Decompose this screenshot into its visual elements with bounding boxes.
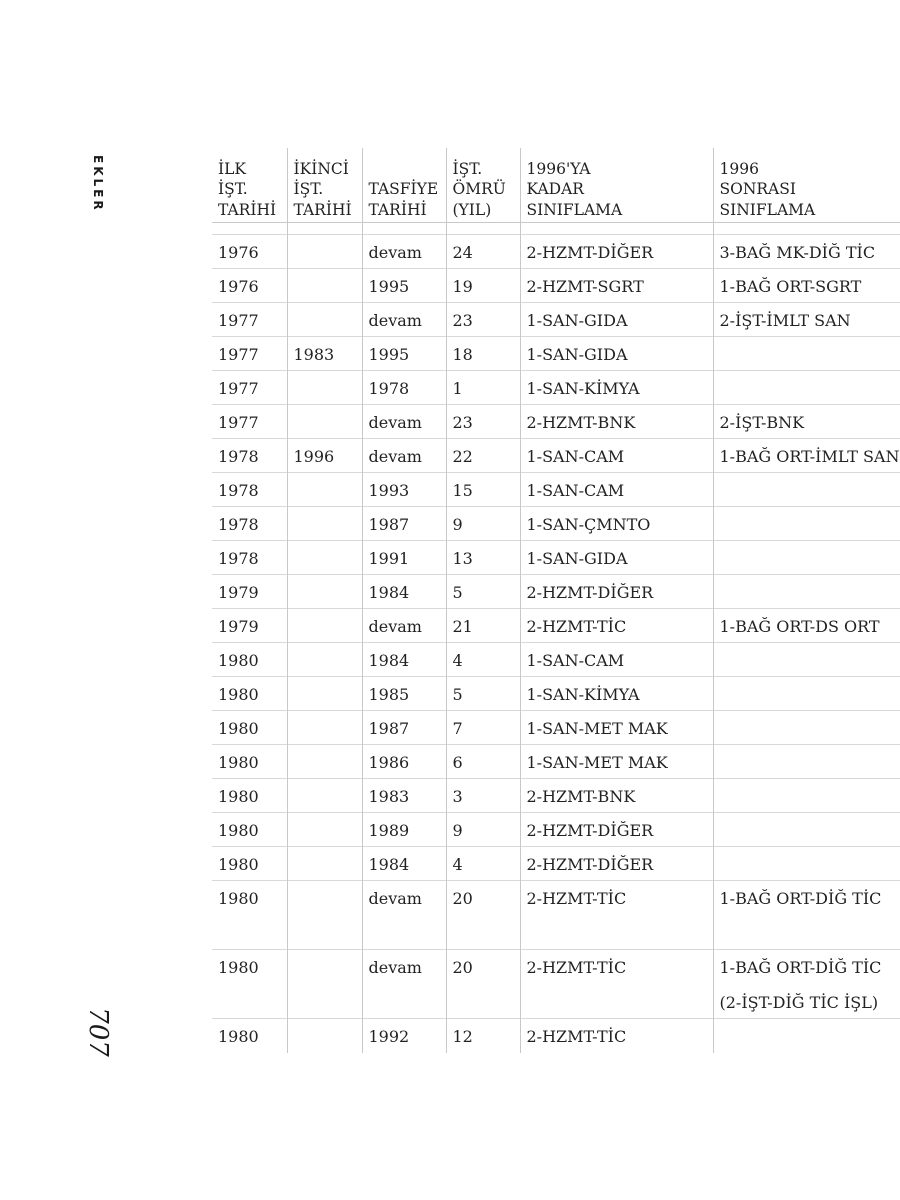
cell-text: devam xyxy=(368,617,422,636)
cell-lifetime-years xyxy=(446,507,520,541)
table-row xyxy=(212,950,900,1019)
cell-second-start-date xyxy=(287,745,362,779)
cell-first-start-date xyxy=(212,643,287,677)
cell-text: 1979 xyxy=(218,617,259,636)
cell-text: 1983 xyxy=(293,345,335,364)
cell-text: 1980 xyxy=(218,821,259,840)
cell-classification-pre-1996 xyxy=(520,1019,713,1053)
cell-text: 22 xyxy=(452,447,473,466)
cell-lifetime-years xyxy=(446,371,520,405)
cell-liquidation-date xyxy=(362,779,446,813)
table-row xyxy=(212,813,900,847)
table-row xyxy=(212,847,900,881)
cell-text: 2-HZMT-DİĞER xyxy=(526,243,654,262)
cell-classification-pre-1996 xyxy=(520,881,713,950)
cell-text: 1980 xyxy=(218,787,259,806)
cell-second-start-date xyxy=(287,405,362,439)
cell-lifetime-years xyxy=(446,269,520,303)
cell-text: 1-BAĞ ORT-DS ORT xyxy=(719,617,880,636)
cell-first-start-date xyxy=(212,405,287,439)
spacer-cell xyxy=(446,223,520,235)
cell-first-start-date xyxy=(212,677,287,711)
header-first-start-date xyxy=(212,148,287,223)
cell-liquidation-date xyxy=(362,575,446,609)
cell-text: 1976 xyxy=(218,277,259,296)
cell-text: 1987 xyxy=(368,719,410,738)
cell-text: 1-BAĞ ORT-DİĞ TİC xyxy=(719,889,882,908)
header-line: İŞT. xyxy=(218,180,248,198)
cell-text: 1985 xyxy=(368,685,410,704)
cell-text: 1-SAN-CAM xyxy=(526,651,625,670)
header-line: TARİHİ xyxy=(218,200,277,219)
cell-lifetime-years xyxy=(446,643,520,677)
cell-second-start-date xyxy=(287,881,362,950)
header-liquidation-date xyxy=(362,148,446,223)
cell-second-start-date xyxy=(287,439,362,473)
table-row xyxy=(212,303,900,337)
cell-text: 1984 xyxy=(368,651,410,670)
cell-classification-pre-1996 xyxy=(520,609,713,643)
cell-lifetime-years xyxy=(446,779,520,813)
cell-second-start-date xyxy=(287,337,362,371)
cell-text: 1-BAĞ ORT-İMLT SAN xyxy=(719,447,900,466)
cell-classification-post-1996 xyxy=(713,337,900,371)
cell-text: 1-BAĞ ORT-DİĞ TİC xyxy=(719,958,882,977)
spacer-cell xyxy=(362,223,446,235)
cell-text: 1984 xyxy=(368,583,410,602)
cell-first-start-date xyxy=(212,609,287,643)
cell-lifetime-years xyxy=(446,677,520,711)
cell-text: 1-SAN-GIDA xyxy=(526,311,628,330)
cell-text: 1995 xyxy=(368,345,410,364)
header-line: SINIFLAMA xyxy=(526,200,623,219)
cell-classification-post-1996 xyxy=(713,711,900,745)
cell-lifetime-years xyxy=(446,1019,520,1053)
cell-text: 2-HZMT-TİC xyxy=(526,958,627,977)
cell-classification-post-1996 xyxy=(713,507,900,541)
cell-second-start-date xyxy=(287,609,362,643)
cell-lifetime-years xyxy=(446,711,520,745)
cell-text: 1-SAN-KİMYA xyxy=(526,379,640,398)
cell-text: 1984 xyxy=(368,855,410,874)
header-line: İŞT. xyxy=(452,159,483,178)
cell-classification-pre-1996 xyxy=(520,303,713,337)
cell-liquidation-date xyxy=(362,541,446,575)
cell-text: devam xyxy=(368,447,422,466)
spacer-row xyxy=(212,223,900,235)
cell-classification-pre-1996 xyxy=(520,745,713,779)
cell-liquidation-date xyxy=(362,950,446,1019)
cell-text: 1978 xyxy=(368,379,410,398)
table-row xyxy=(212,711,900,745)
table-row xyxy=(212,541,900,575)
spacer-cell xyxy=(713,223,900,235)
cell-classification-post-1996 xyxy=(713,847,900,881)
cell-classification-pre-1996 xyxy=(520,371,713,405)
cell-second-start-date xyxy=(287,235,362,269)
cell-text: 1-SAN-MET MAK xyxy=(526,753,668,772)
cell-classification-post-1996 xyxy=(713,881,900,950)
cell-text: 5 xyxy=(452,685,463,704)
cell-second-start-date xyxy=(287,677,362,711)
cell-text: 7 xyxy=(452,719,463,738)
cell-classification-post-1996 xyxy=(713,235,900,269)
table-row xyxy=(212,643,900,677)
company-table xyxy=(212,148,900,1053)
cell-second-start-date xyxy=(287,507,362,541)
cell-text: 1995 xyxy=(368,277,410,296)
cell-first-start-date xyxy=(212,575,287,609)
header-lifetime-years xyxy=(446,148,520,223)
cell-classification-post-1996 xyxy=(713,677,900,711)
cell-liquidation-date xyxy=(362,269,446,303)
cell-second-start-date xyxy=(287,303,362,337)
cell-text: 1977 xyxy=(218,311,259,330)
cell-text: 20 xyxy=(452,889,473,908)
cell-first-start-date xyxy=(212,1019,287,1053)
cell-text: 24 xyxy=(452,243,473,262)
cell-text: 1992 xyxy=(368,1027,410,1046)
header-classification-post-1996 xyxy=(713,148,900,223)
cell-lifetime-years xyxy=(446,439,520,473)
cell-text: 1978 xyxy=(218,481,259,500)
data-table-container xyxy=(212,148,900,1053)
cell-first-start-date xyxy=(212,779,287,813)
cell-text: 1983 xyxy=(368,787,410,806)
table-row xyxy=(212,405,900,439)
cell-text: 3-BAĞ MK-DİĞ TİC xyxy=(719,243,876,262)
table-row xyxy=(212,609,900,643)
cell-lifetime-years xyxy=(446,405,520,439)
cell-text: 1980 xyxy=(218,889,259,908)
cell-classification-pre-1996 xyxy=(520,337,713,371)
header-line: ÖMRÜ xyxy=(452,180,506,198)
cell-text: 1980 xyxy=(218,1027,259,1046)
header-line: SONRASI xyxy=(719,180,796,198)
header-line: İKİNCİ xyxy=(293,159,349,178)
cell-classification-post-1996 xyxy=(713,303,900,337)
cell-classification-pre-1996 xyxy=(520,779,713,813)
cell-lifetime-years xyxy=(446,745,520,779)
table-row xyxy=(212,507,900,541)
cell-liquidation-date xyxy=(362,643,446,677)
cell-text: 9 xyxy=(452,515,463,534)
cell-text: 23 xyxy=(452,413,473,432)
cell-second-start-date xyxy=(287,575,362,609)
table-header xyxy=(212,148,900,223)
cell-liquidation-date xyxy=(362,1019,446,1053)
table-row xyxy=(212,779,900,813)
table-row xyxy=(212,439,900,473)
table-row xyxy=(212,677,900,711)
cell-second-start-date xyxy=(287,779,362,813)
spacer-cell xyxy=(287,223,362,235)
cell-text: 1991 xyxy=(368,549,410,568)
cell-liquidation-date xyxy=(362,371,446,405)
cell-text: 1-SAN-MET MAK xyxy=(526,719,668,738)
cell-classification-pre-1996 xyxy=(520,507,713,541)
cell-first-start-date xyxy=(212,371,287,405)
header-row xyxy=(212,148,900,223)
cell-lifetime-years xyxy=(446,609,520,643)
cell-second-start-date xyxy=(287,541,362,575)
cell-text: 1976 xyxy=(218,243,259,262)
cell-text: 1980 xyxy=(218,685,259,704)
cell-second-start-date xyxy=(287,950,362,1019)
table-body xyxy=(212,223,900,1053)
cell-text: 1980 xyxy=(218,958,259,977)
cell-classification-post-1996 xyxy=(713,371,900,405)
cell-liquidation-date xyxy=(362,745,446,779)
header-line: SINIFLAMA xyxy=(719,200,816,219)
cell-liquidation-date xyxy=(362,881,446,950)
cell-second-start-date xyxy=(287,1019,362,1053)
cell-liquidation-date xyxy=(362,847,446,881)
cell-first-start-date xyxy=(212,881,287,950)
cell-text: 2-HZMT-DİĞER xyxy=(526,821,654,840)
cell-text: 1 xyxy=(452,379,463,398)
cell-lifetime-years xyxy=(446,337,520,371)
cell-classification-pre-1996 xyxy=(520,677,713,711)
cell-lifetime-years xyxy=(446,235,520,269)
cell-text: 1977 xyxy=(218,345,259,364)
cell-classification-post-1996 xyxy=(713,269,900,303)
cell-classification-pre-1996 xyxy=(520,847,713,881)
cell-first-start-date xyxy=(212,439,287,473)
cell-lifetime-years xyxy=(446,575,520,609)
cell-text: 4 xyxy=(452,855,463,874)
header-line: TARİHİ xyxy=(368,200,427,219)
cell-classification-pre-1996 xyxy=(520,711,713,745)
cell-text: 1980 xyxy=(218,719,259,738)
cell-classification-post-1996 xyxy=(713,643,900,677)
cell-text: 2-HZMT-TİC xyxy=(526,1027,627,1046)
cell-text: 2-İŞT-BNK xyxy=(719,413,805,432)
cell-classification-pre-1996 xyxy=(520,473,713,507)
table-row xyxy=(212,337,900,371)
cell-classification-post-1996 xyxy=(713,541,900,575)
page-number: 707 xyxy=(83,1007,113,1057)
cell-classification-post-1996 xyxy=(713,473,900,507)
cell-text: 15 xyxy=(452,481,473,500)
cell-text: 19 xyxy=(452,277,473,296)
cell-liquidation-date xyxy=(362,473,446,507)
cell-classification-post-1996 xyxy=(713,950,900,1019)
cell-text: 1-SAN-CAM xyxy=(526,481,625,500)
cell-lifetime-years xyxy=(446,303,520,337)
cell-text: 13 xyxy=(452,549,473,568)
cell-text: 2-HZMT-BNK xyxy=(526,787,636,806)
cell-text: 1996 xyxy=(293,447,335,466)
cell-second-start-date xyxy=(287,643,362,677)
cell-text: 21 xyxy=(452,617,473,636)
cell-classification-post-1996 xyxy=(713,1019,900,1053)
cell-text: 1977 xyxy=(218,379,259,398)
header-classification-pre-1996 xyxy=(520,148,713,223)
cell-text: 3 xyxy=(452,787,463,806)
cell-classification-post-1996 xyxy=(713,813,900,847)
cell-text: 1980 xyxy=(218,855,259,874)
cell-text: 18 xyxy=(452,345,473,364)
cell-text: 1993 xyxy=(368,481,410,500)
cell-lifetime-years xyxy=(446,541,520,575)
cell-first-start-date xyxy=(212,541,287,575)
cell-classification-post-1996 xyxy=(713,779,900,813)
cell-text: 12 xyxy=(452,1027,473,1046)
cell-liquidation-date xyxy=(362,507,446,541)
cell-lifetime-years xyxy=(446,950,520,1019)
cell-text: 1979 xyxy=(218,583,259,602)
cell-text: 1980 xyxy=(218,753,259,772)
cell-text: 1987 xyxy=(368,515,410,534)
cell-first-start-date xyxy=(212,235,287,269)
cell-text-secondary: (2-İŞT-DİĞ TİC İŞL) xyxy=(719,993,879,1012)
cell-first-start-date xyxy=(212,813,287,847)
cell-second-start-date xyxy=(287,711,362,745)
table-row xyxy=(212,1019,900,1053)
cell-text: 1989 xyxy=(368,821,410,840)
cell-text: 4 xyxy=(452,651,463,670)
cell-first-start-date xyxy=(212,711,287,745)
cell-classification-post-1996 xyxy=(713,575,900,609)
header-line: 1996'YA xyxy=(526,159,591,178)
header-line: İLK xyxy=(218,159,246,178)
cell-classification-pre-1996 xyxy=(520,575,713,609)
cell-text: 1978 xyxy=(218,549,259,568)
cell-liquidation-date xyxy=(362,711,446,745)
cell-text: 1-BAĞ ORT-SGRT xyxy=(719,277,862,296)
cell-text: 1980 xyxy=(218,651,259,670)
table-row xyxy=(212,235,900,269)
cell-lifetime-years xyxy=(446,881,520,950)
cell-classification-pre-1996 xyxy=(520,541,713,575)
cell-classification-post-1996 xyxy=(713,439,900,473)
cell-first-start-date xyxy=(212,473,287,507)
cell-lifetime-years xyxy=(446,847,520,881)
header-line: İŞT. xyxy=(293,180,324,198)
cell-text: 2-HZMT-TİC xyxy=(526,617,627,636)
table-row xyxy=(212,575,900,609)
cell-second-start-date xyxy=(287,847,362,881)
cell-classification-post-1996 xyxy=(713,745,900,779)
header-line: KADAR xyxy=(526,180,584,198)
cell-text: 6 xyxy=(452,753,463,772)
cell-second-start-date xyxy=(287,813,362,847)
cell-classification-pre-1996 xyxy=(520,643,713,677)
cell-liquidation-date xyxy=(362,405,446,439)
cell-second-start-date xyxy=(287,269,362,303)
cell-text: 23 xyxy=(452,311,473,330)
cell-text: 1978 xyxy=(218,515,259,534)
section-label: EKLER xyxy=(91,155,105,213)
cell-classification-pre-1996 xyxy=(520,813,713,847)
cell-liquidation-date xyxy=(362,813,446,847)
cell-liquidation-date xyxy=(362,677,446,711)
cell-classification-pre-1996 xyxy=(520,439,713,473)
cell-text: 2-HZMT-BNK xyxy=(526,413,636,432)
header-line: (YIL) xyxy=(452,200,492,219)
table-row xyxy=(212,269,900,303)
cell-text: 1-SAN-GIDA xyxy=(526,345,628,364)
cell-text: 1-SAN-ÇMNTO xyxy=(526,515,651,534)
cell-text: 1-SAN-GIDA xyxy=(526,549,628,568)
cell-text: 2-HZMT-SGRT xyxy=(526,277,644,296)
cell-text: 20 xyxy=(452,958,473,977)
cell-text: 1-SAN-KİMYA xyxy=(526,685,640,704)
cell-first-start-date xyxy=(212,950,287,1019)
cell-lifetime-years xyxy=(446,813,520,847)
cell-first-start-date xyxy=(212,303,287,337)
table-row xyxy=(212,881,900,950)
cell-second-start-date xyxy=(287,473,362,507)
cell-text: devam xyxy=(368,889,422,908)
header-line: TASFİYE xyxy=(368,180,439,198)
cell-classification-pre-1996 xyxy=(520,950,713,1019)
cell-text: devam xyxy=(368,311,422,330)
cell-text: devam xyxy=(368,243,422,262)
cell-classification-post-1996 xyxy=(713,609,900,643)
cell-text: 2-HZMT-DİĞER xyxy=(526,583,654,602)
cell-first-start-date xyxy=(212,847,287,881)
cell-liquidation-date xyxy=(362,439,446,473)
cell-liquidation-date xyxy=(362,235,446,269)
table-row xyxy=(212,473,900,507)
cell-first-start-date xyxy=(212,507,287,541)
cell-first-start-date xyxy=(212,337,287,371)
cell-text: 1978 xyxy=(218,447,259,466)
cell-text: 1986 xyxy=(368,753,410,772)
cell-text: devam xyxy=(368,958,422,977)
cell-text: 9 xyxy=(452,821,463,840)
cell-text: 5 xyxy=(452,583,463,602)
table-row xyxy=(212,371,900,405)
spacer-cell xyxy=(212,223,287,235)
cell-classification-pre-1996 xyxy=(520,235,713,269)
cell-classification-pre-1996 xyxy=(520,405,713,439)
spacer-cell xyxy=(520,223,713,235)
cell-liquidation-date xyxy=(362,337,446,371)
cell-text: 2-İŞT-İMLT SAN xyxy=(719,311,851,330)
cell-text: 2-HZMT-DİĞER xyxy=(526,855,654,874)
cell-first-start-date xyxy=(212,269,287,303)
cell-text: devam xyxy=(368,413,422,432)
cell-liquidation-date xyxy=(362,303,446,337)
header-line: TARİHİ xyxy=(293,200,352,219)
cell-text: 1977 xyxy=(218,413,259,432)
cell-classification-post-1996 xyxy=(713,405,900,439)
cell-liquidation-date xyxy=(362,609,446,643)
header-line: 1996 xyxy=(719,159,759,178)
cell-second-start-date xyxy=(287,371,362,405)
cell-text: 2-HZMT-TİC xyxy=(526,889,627,908)
cell-lifetime-years xyxy=(446,473,520,507)
table-row xyxy=(212,745,900,779)
cell-text: 1-SAN-CAM xyxy=(526,447,625,466)
cell-first-start-date xyxy=(212,745,287,779)
cell-classification-pre-1996 xyxy=(520,269,713,303)
header-second-start-date xyxy=(287,148,362,223)
